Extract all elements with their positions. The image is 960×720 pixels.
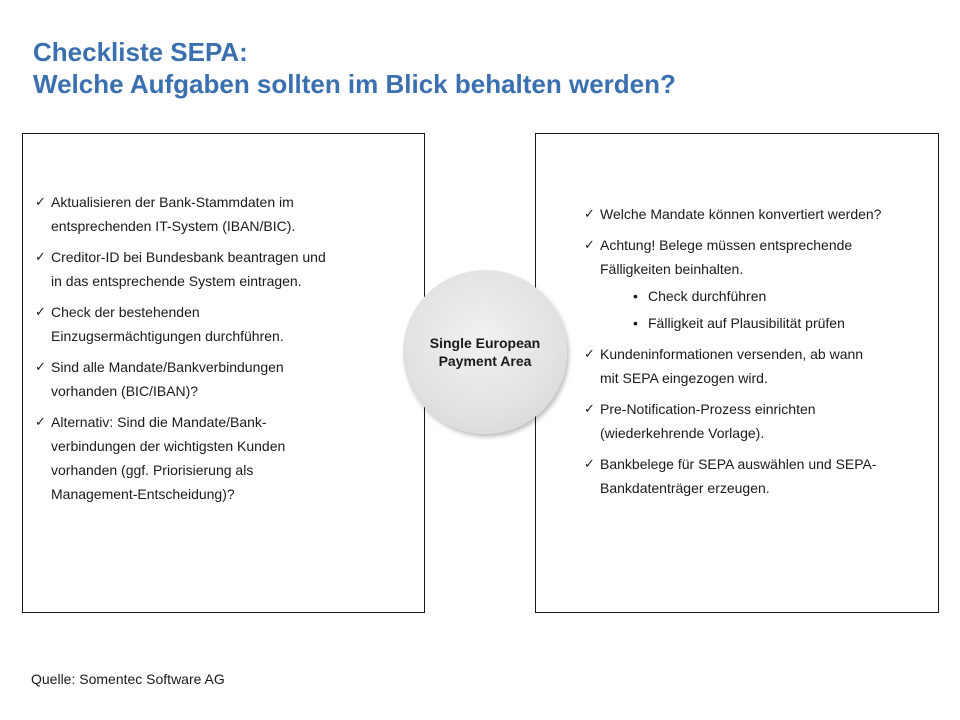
source-note: Quelle: Somentec Software AG (31, 671, 225, 687)
list-item-text-line: in das entsprechende System eintragen. (51, 273, 302, 289)
right-checklist-panel (535, 133, 939, 613)
sub-list-item-text: Check durchführen (648, 288, 767, 304)
list-item-text-line: Aktualisieren der Bank-Stammdaten im (51, 194, 294, 210)
list-item-text-line: Pre-Notification-Prozess einrichten (600, 401, 816, 417)
list-item (35, 410, 380, 506)
list-item-text-line: Einzugsermächtigungen durchführen. (51, 328, 284, 344)
checkmark-icon: ✓ (35, 249, 46, 264)
list-item-text-line: mit SEPA eingezogen wird. (600, 370, 768, 386)
list-item (584, 233, 929, 337)
checkmark-icon: ✓ (584, 456, 595, 471)
checkmark-icon: ✓ (35, 304, 46, 319)
checkmark-icon: ✓ (35, 414, 46, 429)
left-checklist (35, 190, 380, 513)
bullet-icon: • (633, 315, 638, 331)
sepa-center-label (430, 334, 540, 370)
checkmark-icon: ✓ (35, 194, 46, 209)
list-item-text-line: Management-Entscheidung)? (51, 486, 235, 502)
sub-list-item (600, 310, 929, 337)
list-item-text-line: vorhanden (BIC/IBAN)? (51, 383, 199, 399)
page-title (33, 36, 933, 100)
checkmark-icon: ✓ (35, 359, 46, 374)
sub-list-item (600, 283, 929, 310)
checkmark-icon: ✓ (584, 237, 595, 252)
sub-list (600, 283, 929, 337)
list-item (584, 342, 929, 390)
list-item (584, 397, 929, 445)
list-item-text-line: Check der bestehenden (51, 304, 200, 320)
sub-list-item-text: Fälligkeit auf Plausibilität prüfen (648, 315, 845, 331)
title-line-1: Checkliste SEPA: (33, 37, 248, 67)
list-item-text-line: verbindungen der wichtigsten Kunden (51, 438, 286, 454)
checkmark-icon: ✓ (584, 346, 595, 361)
list-item-text-line: Creditor-ID bei Bundesbank beantragen und (51, 249, 326, 265)
list-item (584, 452, 929, 500)
list-item (35, 245, 380, 293)
list-item-text-line: Sind alle Mandate/Bankverbindungen (51, 359, 284, 375)
bullet-icon: • (633, 288, 638, 304)
list-item-text-line: Welche Mandate können konvertiert werden? (600, 206, 882, 222)
list-item-text-line: Bankbelege für SEPA auswählen und SEPA- (600, 456, 877, 472)
left-checklist-panel (22, 133, 425, 613)
list-item-text-line: Achtung! Belege müssen entsprechende (600, 237, 853, 253)
list-item-text-line: (wiederkehrende Vorlage). (600, 425, 765, 441)
center-label-line-2: Payment Area (438, 353, 532, 369)
center-label-line-1: Single European (429, 335, 541, 351)
list-item-text-line: Fälligkeiten beinhalten. (600, 261, 744, 277)
list-item-text-line: Bankdatenträger erzeugen. (600, 480, 770, 496)
checkmark-icon: ✓ (584, 206, 595, 221)
list-item-text-line: vorhanden (ggf. Priorisierung als (51, 462, 254, 478)
list-item (35, 300, 380, 348)
checkmark-icon: ✓ (584, 401, 595, 416)
right-checklist (584, 202, 929, 507)
list-item-text-line: Alternativ: Sind die Mandate/Bank- (51, 414, 267, 430)
title-line-2: Welche Aufgaben sollten im Blick behalten werden? (33, 69, 676, 99)
list-item (35, 355, 380, 403)
list-item (35, 190, 380, 238)
sepa-center-circle (403, 270, 567, 434)
list-item-text-line: Kundeninformationen versenden, ab wann (600, 346, 864, 362)
list-item (584, 202, 929, 226)
list-item-text-line: entsprechenden IT-System (IBAN/BIC). (51, 218, 296, 234)
